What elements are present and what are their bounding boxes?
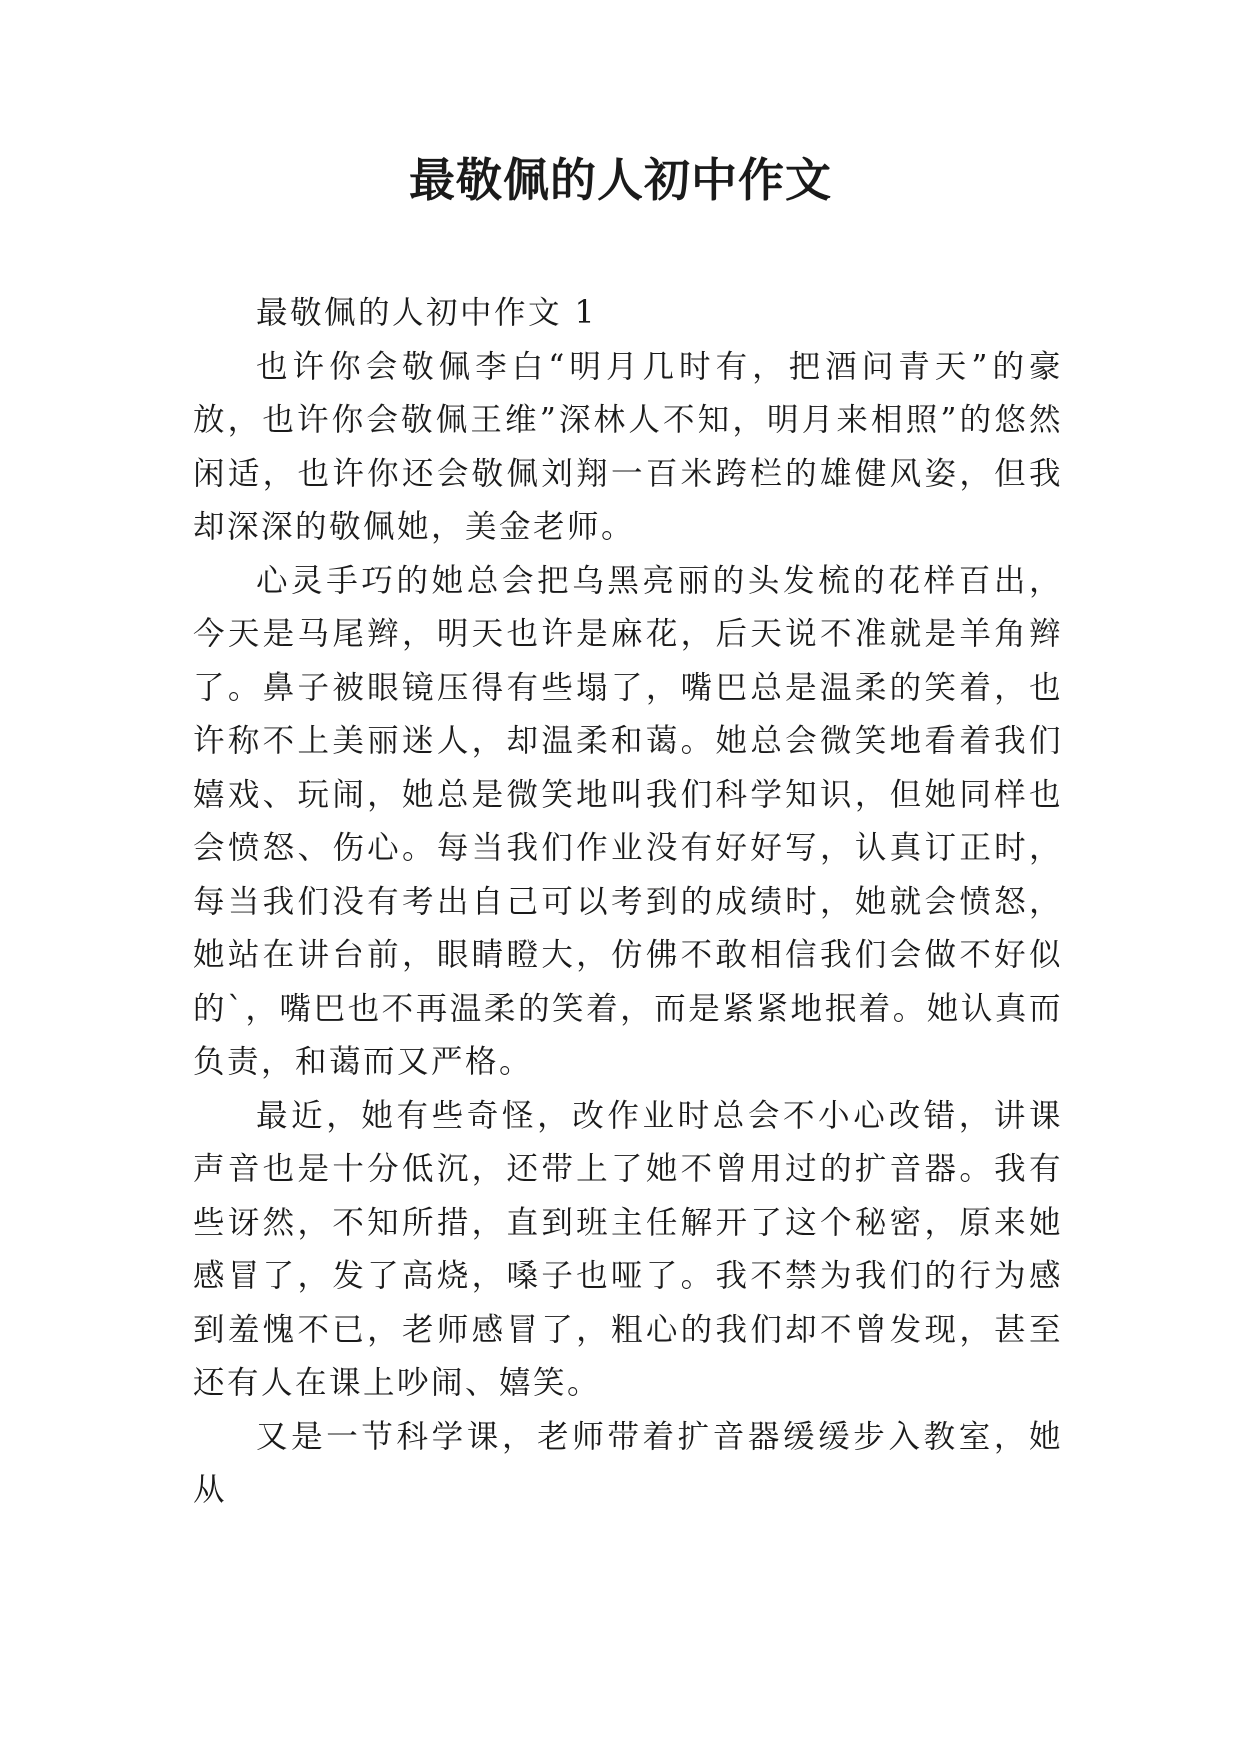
paragraph-description: 心灵手巧的她总会把乌黑亮丽的头发梳的花样百出，今天是马尾辫，明天也许是麻花，后天说不准就是羊角辫了。鼻子被眼镜压得有些塌了，嘴巴总是温柔的笑着，也许称不上美丽迷人，却温柔和蔼。她总会微笑地看着我们嬉戏、玩闹，她总是微笑地叫我们科学知识，但她同样也会愤怒、伤心。每当我们作业没有好好写，认真订正时，每当我们没有考出自己可以考到的成绩时，她就会愤怒，她站在讲台前，眼睛瞪大，仿佛不敢相信我们会做不好似的`，嘴巴也不再温柔的笑着，而是紧紧地抿着。她认真而负责，和蔼而又严格。 bbox=[193, 562, 1063, 1080]
paragraph-intro: 也许你会敬佩李白“明月几时有，把酒问青天”的豪放，也许你会敬佩王维”深林人不知，明月来相照”的悠然闲适，也许你还会敬佩刘翔一百米跨栏的雄健风姿，但我却深深的敬佩她，美金老师。 bbox=[193, 348, 1063, 545]
paragraph-science-class: 又是一节科学课，老师带着扩音器缓缓步入教室，她从 bbox=[193, 1418, 1063, 1508]
section-heading: 最敬佩的人初中作文 1 bbox=[256, 295, 598, 331]
document-body bbox=[193, 287, 1063, 1518]
paragraph-illness: 最近，她有些奇怪，改作业时总会不小心改错，讲课声音也是十分低沉，还带上了她不曾用过的扩音器。我有些讶然，不知所措，直到班主任解开了这个秘密，原来她感冒了，发了高烧，嗓子也哑了。我不禁为我们的行为感到羞愧不已，老师感冒了，粗心的我们却不曾发现，甚至还有人在课上吵闹、嬉笑。 bbox=[193, 1097, 1063, 1401]
document-title: 最敬佩的人初中作文 bbox=[409, 153, 832, 207]
